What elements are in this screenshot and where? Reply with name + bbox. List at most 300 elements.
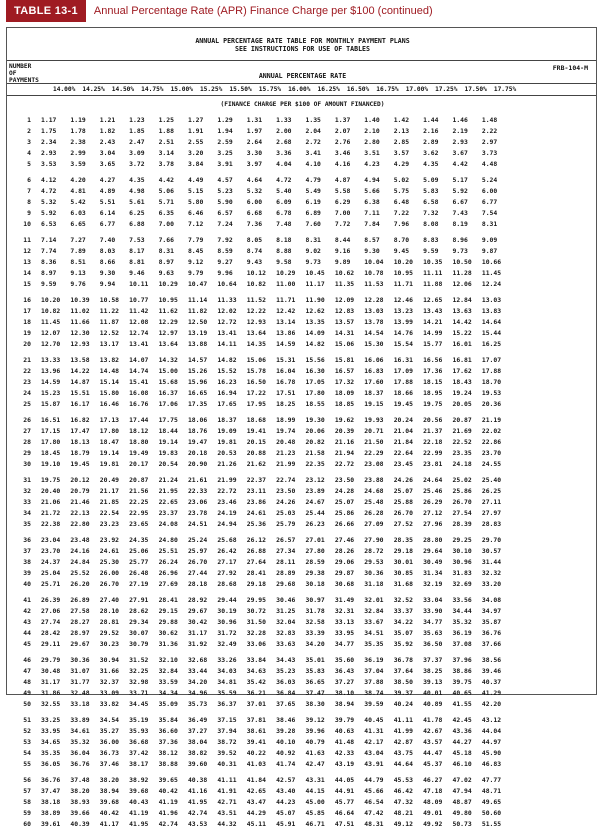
payment-count: 35 (23, 519, 31, 528)
finance-charge-cell: 35.60 (334, 655, 355, 664)
table-header-bar (0, 0, 603, 22)
finance-charge-cell: 4.29 (393, 159, 410, 168)
finance-charge-header: (FINANCE CHARGE PER $100 OF AMOUNT FINANCED) (220, 101, 385, 108)
finance-charge-cell: 41.95 (187, 797, 208, 806)
finance-charge-cell: 3.25 (217, 148, 233, 157)
finance-charge-cell: 3.91 (217, 159, 233, 168)
finance-charge-cell: 5.17 (452, 175, 468, 184)
table-row (7, 256, 598, 267)
finance-charge-cell: 6.53 (41, 219, 57, 228)
finance-charge-cell: 17.47 (70, 426, 90, 435)
finance-charge-cell: 18.06 (187, 415, 208, 424)
finance-charge-cell: 39.96 (305, 726, 325, 735)
finance-charge-cell: 24.94 (217, 519, 237, 528)
finance-charge-cell: 27.74 (41, 617, 61, 626)
finance-charge-cell: 14.32 (158, 355, 178, 364)
finance-charge-cell: 40.37 (481, 677, 502, 686)
finance-charge-cell: 23.50 (276, 486, 296, 495)
finance-charge-cell: 17.95 (246, 399, 266, 408)
finance-charge-cell: 14.82 (217, 355, 237, 364)
finance-charge-cell: 38.17 (129, 759, 149, 768)
finance-charge-cell: 23.92 (99, 535, 120, 544)
finance-charge-cell: 29.64 (423, 546, 443, 555)
finance-charge-cell: 18.76 (187, 426, 208, 435)
finance-charge-cell: 41.99 (393, 726, 413, 735)
finance-charge-cell: 17.51 (276, 388, 296, 397)
finance-charge-cell: 16.76 (129, 399, 149, 408)
number-label-3: PAYMENTS (9, 77, 39, 84)
finance-charge-cell: 32.84 (158, 666, 178, 675)
finance-charge-cell: 10.62 (334, 268, 355, 277)
finance-charge-cell: 14.59 (41, 377, 61, 386)
finance-charge-cell: 33.95 (334, 628, 355, 637)
finance-charge-cell: 39.79 (334, 715, 355, 724)
finance-charge-cell: 2.85 (393, 137, 410, 146)
finance-charge-cell: 40.22 (246, 748, 266, 757)
finance-charge-cell: 35.83 (305, 666, 325, 675)
finance-charge-cell: 37.08 (452, 639, 472, 648)
finance-charge-cell: 12.42 (276, 306, 296, 315)
payment-count: 7 (27, 186, 31, 195)
payment-count: 32 (23, 486, 31, 495)
finance-charge-cell: 8.74 (246, 246, 263, 255)
finance-charge-cell: 37.36 (158, 737, 178, 746)
finance-charge-cell: 43.57 (423, 737, 443, 746)
finance-charge-cell: 3.65 (99, 159, 116, 168)
finance-charge-cell: 21.85 (99, 497, 120, 506)
finance-charge-cell: 20.24 (393, 415, 413, 424)
finance-charge-cell: 13.88 (187, 339, 208, 348)
finance-charge-cell: 23.08 (364, 459, 384, 468)
finance-charge-cell: 43.19 (334, 759, 355, 768)
finance-charge-cell: 28.18 (187, 579, 208, 588)
finance-charge-cell: 47.32 (393, 797, 413, 806)
payment-count: 3 (27, 137, 31, 146)
finance-charge-cell: 9.59 (41, 279, 57, 288)
finance-charge-cell: 3.84 (187, 159, 204, 168)
finance-charge-cell: 14.99 (423, 328, 443, 337)
finance-charge-cell: 25.86 (452, 486, 472, 495)
finance-charge-cell: 31.07 (70, 666, 90, 675)
finance-charge-cell: 4.79 (305, 175, 321, 184)
finance-charge-cell: 40.92 (276, 748, 296, 757)
payment-count: 57 (23, 786, 31, 795)
finance-charge-cell: 21.46 (70, 497, 90, 506)
finance-charge-cell: 11.87 (99, 317, 120, 326)
finance-charge-cell: 17.22 (246, 388, 266, 397)
finance-charge-cell: 2.80 (364, 137, 380, 146)
finance-charge-cell: 37.46 (99, 759, 120, 768)
finance-charge-cell: 20.79 (70, 486, 90, 495)
finance-charge-cell: 15.54 (393, 339, 413, 348)
finance-charge-cell: 36.19 (452, 628, 472, 637)
finance-charge-cell: 9.16 (334, 246, 351, 255)
rates-top-rule (7, 83, 596, 84)
finance-charge-cell: 1.94 (217, 126, 233, 135)
finance-charge-cell: 31.77 (70, 677, 90, 686)
finance-charge-cell: 11.88 (423, 279, 443, 288)
finance-charge-cell: 41.11 (217, 775, 237, 784)
rate-header: 14.00% (53, 86, 76, 93)
finance-charge-cell: 14.11 (217, 339, 237, 348)
finance-charge-cell: 27.80 (305, 546, 325, 555)
finance-charge-cell: 35.19 (129, 715, 149, 724)
finance-charge-cell: 39.52 (217, 748, 237, 757)
finance-charge-cell: 29.68 (276, 579, 296, 588)
finance-charge-cell: 16.65 (187, 388, 208, 397)
finance-charge-cell: 23.81 (423, 459, 443, 468)
finance-charge-cell: 33.18 (70, 699, 90, 708)
finance-charge-cell: 40.89 (423, 699, 443, 708)
payment-count: 48 (23, 677, 31, 686)
table-row (7, 294, 598, 305)
finance-charge-cell: 11.82 (187, 306, 208, 315)
finance-charge-cell: 5.51 (99, 197, 116, 206)
finance-charge-cell: 35.32 (452, 617, 472, 626)
finance-charge-cell: 44.47 (423, 748, 443, 757)
finance-charge-cell: 16.06 (364, 355, 384, 364)
finance-charge-cell: 25.06 (129, 546, 149, 555)
finance-charge-cell: 44.32 (217, 819, 237, 828)
finance-charge-cell: 4.23 (364, 159, 380, 168)
finance-charge-cell: 29.44 (217, 595, 237, 604)
finance-charge-cell: 21.16 (334, 437, 355, 446)
finance-charge-cell: 18.37 (217, 415, 237, 424)
finance-charge-cell: 49.80 (452, 808, 472, 817)
finance-charge-cell: 34.77 (334, 639, 355, 648)
finance-charge-cell: 17.80 (41, 437, 61, 446)
finance-charge-cell: 21.99 (217, 475, 237, 484)
finance-charge-cell: 23.50 (334, 475, 355, 484)
finance-charge-cell: 27.90 (364, 535, 384, 544)
finance-charge-cell: 6.48 (393, 197, 410, 206)
finance-charge-cell: 6.58 (423, 197, 439, 206)
payment-count: 33 (23, 497, 31, 506)
finance-charge-cell: 7.36 (246, 219, 263, 228)
finance-charge-cell: 1.91 (187, 126, 204, 135)
table-row (7, 207, 598, 218)
finance-charge-cell: 35.87 (481, 617, 502, 626)
finance-charge-cell: 27.01 (305, 535, 325, 544)
finance-charge-cell: 2.59 (217, 137, 233, 146)
finance-charge-cell: 35.07 (393, 628, 413, 637)
finance-charge-cell: 31.78 (305, 606, 325, 615)
finance-charge-cell: 31.36 (158, 639, 178, 648)
finance-charge-cell: 5.92 (41, 208, 57, 217)
finance-charge-cell: 36.76 (481, 628, 502, 637)
finance-charge-cell: 14.07 (129, 355, 149, 364)
finance-charge-cell: 24.16 (70, 546, 90, 555)
finance-charge-cell: 24.28 (334, 486, 355, 495)
finance-charge-cell: 46.64 (334, 808, 355, 817)
finance-charge-cell: 35.84 (158, 715, 178, 724)
finance-charge-cell: 20.40 (41, 486, 61, 495)
finance-charge-cell: 33.04 (423, 595, 443, 604)
finance-charge-cell: 23.65 (129, 519, 149, 528)
finance-charge-cell: 32.69 (452, 579, 472, 588)
finance-charge-cell: 12.52 (99, 328, 120, 337)
finance-charge-cell: 18.15 (423, 377, 443, 386)
finance-charge-cell: 45.91 (276, 819, 296, 828)
finance-charge-cell: 19.15 (364, 399, 384, 408)
finance-charge-cell: 34.65 (41, 737, 61, 746)
finance-charge-cell: 20.17 (129, 459, 149, 468)
finance-charge-cell: 20.90 (187, 459, 208, 468)
finance-charge-cell: 13.58 (70, 355, 90, 364)
finance-charge-cell: 10.50 (452, 257, 472, 266)
finance-charge-cell: 8.05 (246, 235, 263, 244)
table-row (7, 507, 598, 518)
finance-charge-cell: 25.51 (158, 546, 178, 555)
finance-charge-cell: 28.83 (481, 519, 502, 528)
finance-charge-cell: 7.48 (276, 219, 292, 228)
finance-charge-cell: 28.89 (276, 568, 296, 577)
finance-charge-cell: 16.46 (99, 399, 120, 408)
payment-count: 2 (27, 126, 31, 135)
table-row (7, 818, 598, 829)
finance-charge-cell: 26.70 (452, 497, 472, 506)
finance-charge-cell: 21.37 (423, 426, 443, 435)
finance-charge-cell: 38.94 (99, 786, 120, 795)
finance-charge-cell: 3.04 (99, 148, 116, 157)
finance-charge-cell: 28.41 (246, 568, 266, 577)
finance-charge-cell: 2.04 (305, 126, 321, 135)
finance-charge-cell: 9.12 (187, 257, 204, 266)
finance-charge-cell: 35.01 (305, 655, 325, 664)
finance-charge-cell: 9.89 (334, 257, 351, 266)
payment-count: 31 (23, 475, 31, 484)
finance-charge-cell: 8.70 (393, 235, 410, 244)
finance-charge-cell: 22.18 (423, 437, 443, 446)
table-row (7, 425, 598, 436)
finance-charge-cell: 31.25 (276, 606, 296, 615)
finance-charge-cell: 28.80 (423, 535, 443, 544)
finance-charge-cell: 6.89 (305, 208, 321, 217)
finance-charge-cell: 36.60 (158, 726, 178, 735)
finance-charge-cell: 41.96 (158, 808, 178, 817)
finance-charge-cell: 36.76 (70, 759, 90, 768)
finance-charge-cell: 3.57 (393, 148, 410, 157)
payment-count: 58 (23, 797, 31, 806)
table-row (7, 785, 598, 796)
table-row (7, 758, 598, 769)
finance-charge-cell: 14.74 (129, 366, 149, 375)
finance-charge-cell: 27.64 (246, 557, 266, 566)
finance-charge-cell: 32.98 (129, 677, 149, 686)
payment-count: 5 (27, 159, 31, 168)
top-rule (7, 60, 596, 61)
finance-charge-cell: 38.88 (158, 759, 178, 768)
finance-charge-cell: 10.58 (99, 295, 120, 304)
finance-charge-cell: 8.83 (423, 235, 439, 244)
finance-charge-cell: 16.30 (305, 366, 325, 375)
finance-charge-cell: 6.67 (452, 197, 468, 206)
finance-charge-cell: 32.19 (423, 579, 443, 588)
finance-charge-cell: 15.06 (334, 339, 355, 348)
finance-charge-cell: 20.87 (129, 475, 149, 484)
finance-charge-cell: 40.38 (187, 775, 208, 784)
finance-charge-cell: 34.43 (276, 655, 296, 664)
finance-charge-cell: 1.88 (158, 126, 174, 135)
finance-charge-cell: 30.36 (70, 655, 90, 664)
finance-charge-cell: 29.70 (481, 535, 502, 544)
finance-charge-cell: 27.54 (452, 508, 472, 517)
finance-charge-cell: 3.59 (70, 159, 86, 168)
table-row (7, 714, 598, 725)
finance-charge-cell: 21.58 (305, 448, 325, 457)
finance-charge-cell: 15.22 (452, 328, 472, 337)
finance-charge-cell: 2.22 (481, 126, 498, 135)
finance-charge-cell: 27.96 (423, 519, 443, 528)
finance-charge-cell: 5.23 (217, 186, 233, 195)
finance-charge-cell: 13.03 (481, 295, 502, 304)
finance-charge-cell: 25.44 (305, 508, 325, 517)
finance-charge-cell: 39.12 (305, 715, 325, 724)
finance-charge-cell: 24.19 (217, 508, 237, 517)
finance-charge-cell: 4.89 (99, 186, 116, 195)
finance-charge-cell: 4.81 (70, 186, 86, 195)
finance-charge-cell: 50.60 (481, 808, 502, 817)
finance-charge-cell: 24.18 (452, 459, 472, 468)
finance-charge-cell: 38.72 (217, 737, 237, 746)
finance-charge-cell: 27.92 (217, 568, 237, 577)
finance-charge-cell: 33.37 (393, 606, 413, 615)
finance-charge-cell: 10.66 (481, 257, 502, 266)
table-row (7, 398, 598, 409)
finance-charge-cell: 6.38 (364, 197, 380, 206)
finance-charge-cell: 41.91 (217, 786, 237, 795)
finance-charge-cell: 34.22 (393, 617, 413, 626)
table-row (7, 245, 598, 256)
table-row (7, 616, 598, 627)
finance-charge-cell: 42.47 (305, 759, 325, 768)
finance-charge-cell: 21.72 (41, 508, 61, 517)
finance-charge-cell: 41.74 (276, 759, 296, 768)
finance-charge-cell: 7.96 (393, 219, 410, 228)
finance-charge-cell: 9.94 (99, 279, 116, 288)
finance-charge-cell: 46.10 (452, 759, 472, 768)
finance-charge-cell: 1.75 (41, 126, 57, 135)
finance-charge-cell: 13.57 (334, 317, 355, 326)
finance-charge-cell: 38.20 (70, 786, 90, 795)
payment-count: 39 (23, 568, 31, 577)
finance-charge-cell: 11.02 (70, 306, 90, 315)
table-row (7, 125, 598, 136)
finance-charge-cell: 10.39 (70, 295, 90, 304)
finance-charge-cell: 24.67 (305, 497, 325, 506)
finance-charge-cell: 24.80 (158, 535, 178, 544)
finance-charge-cell: 9.13 (70, 268, 86, 277)
finance-charge-cell: 38.92 (129, 775, 149, 784)
finance-charge-cell: 42.67 (423, 726, 443, 735)
finance-charge-cell: 12.22 (246, 306, 266, 315)
finance-charge-cell: 5.49 (305, 186, 321, 195)
finance-charge-cell: 48.09 (423, 797, 443, 806)
finance-charge-cell: 2.51 (158, 137, 174, 146)
finance-charge-cell: 29.95 (246, 595, 266, 604)
finance-charge-cell: 35.09 (158, 699, 178, 708)
finance-charge-cell: 14.64 (481, 317, 502, 326)
finance-charge-cell: 17.35 (187, 399, 208, 408)
finance-charge-cell: 22.02 (481, 426, 502, 435)
finance-charge-cell: 27.06 (41, 606, 61, 615)
payment-count: 4 (27, 148, 31, 157)
finance-charge-cell: 13.99 (393, 317, 413, 326)
table-row (7, 474, 598, 485)
rate-header: 15.75% (258, 86, 282, 93)
finance-charge-cell: 39.59 (364, 699, 384, 708)
finance-charge-cell: 26.96 (158, 568, 178, 577)
sheet-title: ANNUAL PERCENTAGE RATE TABLE FOR MONTHLY PAYMENT PLANS (195, 37, 410, 45)
finance-charge-cell: 27.58 (70, 606, 90, 615)
finance-charge-cell: 12.84 (452, 295, 472, 304)
finance-charge-cell: 15.96 (187, 377, 208, 386)
finance-charge-cell: 45.00 (305, 797, 325, 806)
finance-charge-cell: 2.68 (276, 137, 292, 146)
table-row (7, 338, 598, 349)
finance-charge-cell: 30.49 (423, 557, 443, 566)
finance-charge-cell: 39.41 (246, 737, 266, 746)
finance-charge-cell: 7.60 (305, 219, 321, 228)
finance-charge-cell: 9.96 (217, 268, 233, 277)
finance-charge-cell: 4.42 (452, 159, 468, 168)
finance-charge-cell: 26.70 (393, 508, 413, 517)
payment-count: 15 (23, 279, 31, 288)
finance-charge-cell: 26.25 (481, 486, 502, 495)
finance-charge-cell: 9.27 (217, 257, 233, 266)
finance-charge-cell: 33.71 (129, 688, 149, 697)
finance-charge-cell: 30.18 (305, 579, 325, 588)
finance-charge-cell: 11.28 (452, 268, 472, 277)
finance-charge-cell: 18.09 (334, 388, 355, 397)
finance-charge-cell: 26.39 (41, 595, 61, 604)
finance-charge-cell: 8.57 (364, 235, 380, 244)
finance-charge-cell: 35.35 (41, 748, 61, 757)
finance-charge-cell: 10.47 (187, 279, 208, 288)
finance-charge-cell: 10.29 (158, 279, 178, 288)
rate-header: 17.75% (493, 86, 517, 93)
finance-charge-cell: 17.05 (305, 377, 325, 386)
finance-charge-cell: 28.42 (41, 628, 61, 637)
payment-count: 45 (23, 639, 31, 648)
finance-charge-cell: 16.04 (276, 366, 296, 375)
finance-charge-cell: 23.35 (452, 448, 472, 457)
finance-charge-cell: 33.84 (246, 655, 266, 664)
payment-count: 26 (23, 415, 31, 424)
finance-charge-cell: 7.72 (334, 219, 351, 228)
finance-charge-cell: 8.17 (129, 246, 145, 255)
payment-count: 55 (23, 759, 31, 768)
finance-charge-cell: 3.09 (129, 148, 145, 157)
finance-charge-cell: 6.77 (99, 219, 116, 228)
finance-charge-cell: 32.31 (334, 606, 355, 615)
finance-charge-cell: 21.99 (276, 459, 296, 468)
finance-charge-cell: 29.67 (187, 606, 208, 615)
finance-charge-cell: 41.55 (452, 699, 472, 708)
finance-charge-cell: 25.86 (334, 508, 355, 517)
finance-charge-cell: 9.46 (129, 268, 145, 277)
finance-charge-cell: 44.29 (246, 808, 266, 817)
finance-charge-cell: 6.00 (246, 197, 263, 206)
finance-charge-cell: 11.11 (423, 268, 443, 277)
finance-charge-cell: 7.74 (41, 246, 57, 255)
finance-charge-cell: 12.93 (246, 317, 266, 326)
table-row (7, 578, 598, 589)
finance-charge-cell: 7.66 (158, 235, 174, 244)
finance-charge-cell: 21.26 (217, 459, 237, 468)
rate-header-row (9, 86, 595, 93)
finance-charge-cell: 32.49 (217, 639, 237, 648)
